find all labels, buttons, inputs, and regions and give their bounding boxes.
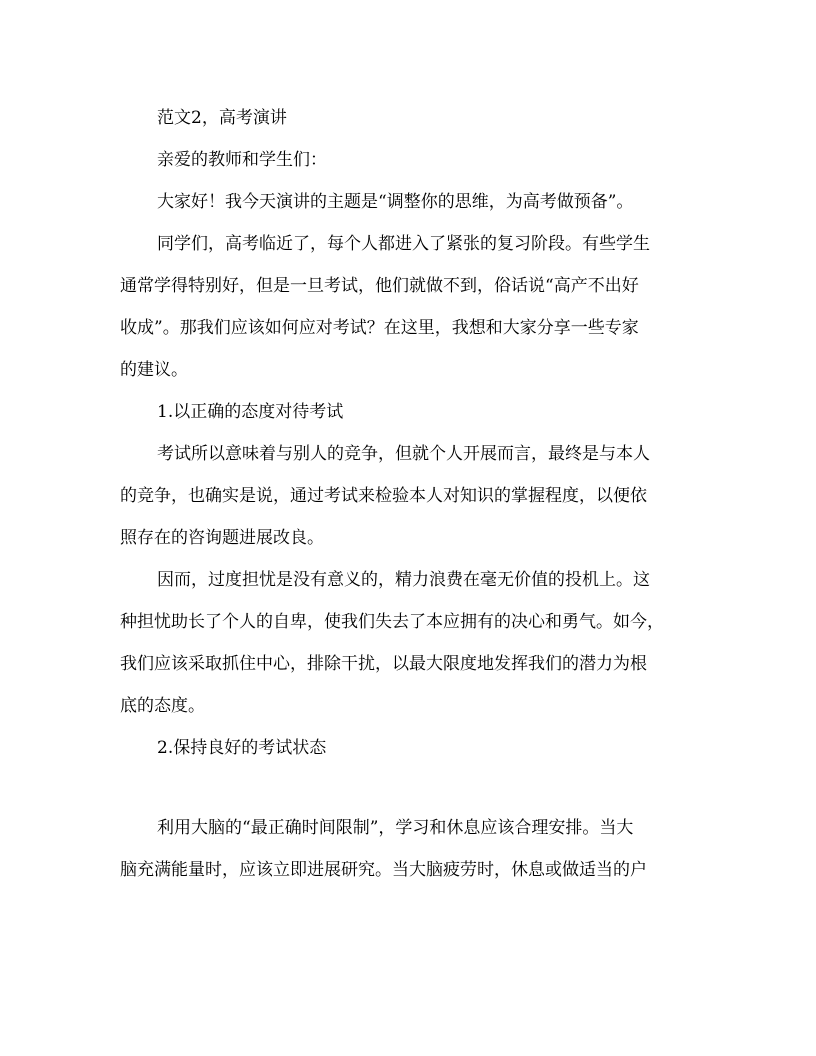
greeting: 亲爱的教师和学生们：: [157, 150, 327, 170]
paragraph-4-line-1: 利用大脑的“最正确时间限制”，学习和休息应该合理安排。当大: [157, 818, 634, 838]
opening-line: 大家好！我今天演讲的主题是“调整你的思维，为高考做预备”。: [157, 192, 634, 212]
paragraph-2-line-2: 的竞争，也确实是说，通过考试来检验本人对知识的掌握程度，以便依: [120, 486, 647, 506]
paragraph-1-line-1: 同学们，高考临近了，每个人都进入了紧张的复习阶段。有些学生: [157, 234, 650, 254]
paragraph-2-line-1: 考试所以意味着与别人的竞争，但就个人开展而言，最终是与本人: [157, 444, 650, 464]
paragraph-3-line-4: 底的态度。: [120, 696, 205, 716]
paragraph-2-line-3: 照存在的咨询题进展改良。: [120, 528, 324, 548]
paragraph-1-line-4: 的建议。: [120, 360, 188, 380]
paragraph-1-line-2: 通常学得特别好，但是一旦考试，他们就做不到，俗话说“高产不出好: [120, 276, 639, 296]
paragraph-3-line-2: 种担忧助长了个人的自卑，使我们失去了本应拥有的决心和勇气。如今，: [120, 612, 664, 632]
paragraph-3-line-3: 我们应该采取抓住中心，排除干扰，以最大限度地发挥我们的潜力为根: [120, 654, 647, 674]
paragraph-3-line-1: 因而，过度担忧是没有意义的，精力浪费在毫无价值的投机上。这: [157, 570, 650, 590]
document-title: 范文2，高考演讲: [157, 108, 287, 128]
paragraph-1-line-3: 收成”。那我们应该如何应对考试？在这里，我想和大家分享一些专家: [120, 318, 639, 338]
section-heading-2: 2.保持良好的考试状态: [157, 738, 327, 758]
paragraph-4-line-2: 脑充满能量时，应该立即进展研究。当大脑疲劳时，休息或做适当的户: [120, 860, 647, 880]
section-heading-1: 1.以正确的态度对待考试: [157, 402, 344, 422]
